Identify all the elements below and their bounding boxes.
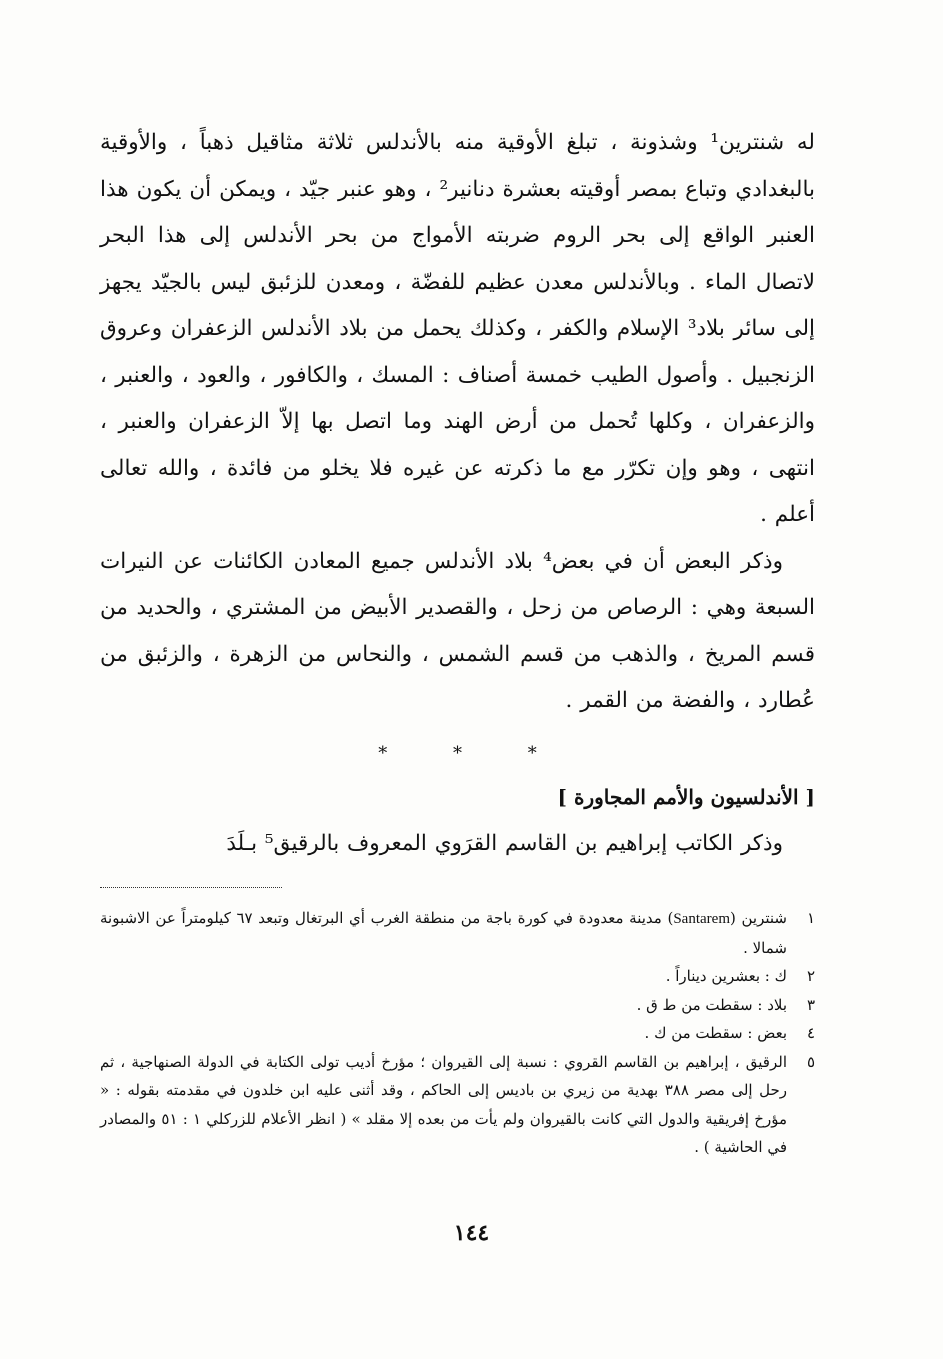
footnote	[100, 1048, 815, 1162]
paragraph-1: له شنترين¹ وشذونة ، تبلغ الأوقية منه بالأندلس ثلاثة مثاقيل ذهباً ، والأوقية بالبغدادي وتباع بمصر أوقيته بعشرة دنانير² ، وهو عنبر جيّد ، ويمكن أن يكون هذا العنبر الواقع إلى بحر الروم ضربته الأمواج من بحر الأندلس إلى هذا البحر لاتصال الماء . وبالأندلس معدن عظيم للفضّة ، ومعدن للزئبق ليس بالجيّد يجهز إلى سائر بلاد³ الإسلام والكفر ، وكذلك يحمل من بلاد الأندلس الزعفران وعروق الزنجبيل . وأصول الطيب خمسة أصناف : المسك ، والكافور ، والعود ، والعنبر ، والزعفران ، وكلها تُحمل من أرض الهند وما اتصل بها إلاّ الزعفران والعنبر ، انتهى ، وهو وإن تكرّر مع ما ذكرته عن غيره فلا يخلو من فائدة ، والله تعالى أعلم .	[100, 130, 816, 527]
footnote-text: بلاد : سقطت من ط ق .	[636, 995, 787, 1014]
page-number: ١٤٤	[453, 1220, 490, 1246]
section-divider-stars: * * *	[378, 742, 567, 764]
footnote-text-continued: ) مدينة معدودة في كورة باجة من منطقة الغرب أي البرتغال وتبعد ٦٧ كيلومتراً عن الاشبونة شمالا .	[100, 909, 787, 957]
footnote-text: الرقيق ، إبراهيم بن القاسم القروي : نسبة إلى القيروان ؛ مؤرخ أديب تولى الكتابة في الدولة الصنهاجية ، ثم رحل إلى مصر ٣٨٨ بهدية من زيري بن باديس إلى الحاكم ، وقد أثنى عليه ابن خلدون في مقدمته بقوله : « مؤرخ إفريقية والدول التي كانت بالقيروان ولم يأت من بعده إلا مقلد » ( انظر الأعلام للزركلي ١ : ٥١ والمصادر في الحاشية ) .	[100, 1052, 787, 1156]
footnote	[100, 1019, 815, 1048]
footnote	[100, 991, 815, 1020]
paragraph-2: وذكر البعض أن في بعض⁴ بلاد الأندلس جميع المعادن الكائنات عن النيرات السبعة وهي : الرصاص من زحل ، والقصدير الأبيض من المشتري ، والحديد من قسم المريخ ، والذهب من قسم الشمس ، والنحاس من الزهرة ، والزئبق من عُطارد ، والفضة من القمر .	[100, 548, 815, 713]
book-page	[100, 120, 815, 1320]
footnotes	[100, 904, 815, 1162]
footnote-latin-term: Santarem	[673, 911, 730, 927]
footnote-text: بعض : سقطت من ك .	[644, 1024, 787, 1042]
footnote-number: ٤	[806, 1024, 815, 1042]
footnote	[100, 962, 815, 991]
footnote-number: ١	[806, 909, 815, 927]
footnote-number: ٣	[806, 995, 815, 1014]
footnote-text: شنترين (	[730, 909, 787, 927]
footnote-text: ك : بعشرين ديناراً .	[665, 967, 787, 985]
section-heading: [ الأندلسيون والأمم المجاورة ]	[557, 784, 815, 809]
footnote-separator	[100, 887, 282, 888]
footnote-number: ٥	[806, 1052, 815, 1071]
footnote-number: ٢	[806, 967, 815, 985]
main-text	[100, 120, 815, 867]
footnote	[100, 904, 815, 962]
paragraph-3: وذكر الكاتب إبراهيم بن القاسم القرَوي المعروف بالرقيق⁵ بـلَدَ	[226, 830, 783, 856]
